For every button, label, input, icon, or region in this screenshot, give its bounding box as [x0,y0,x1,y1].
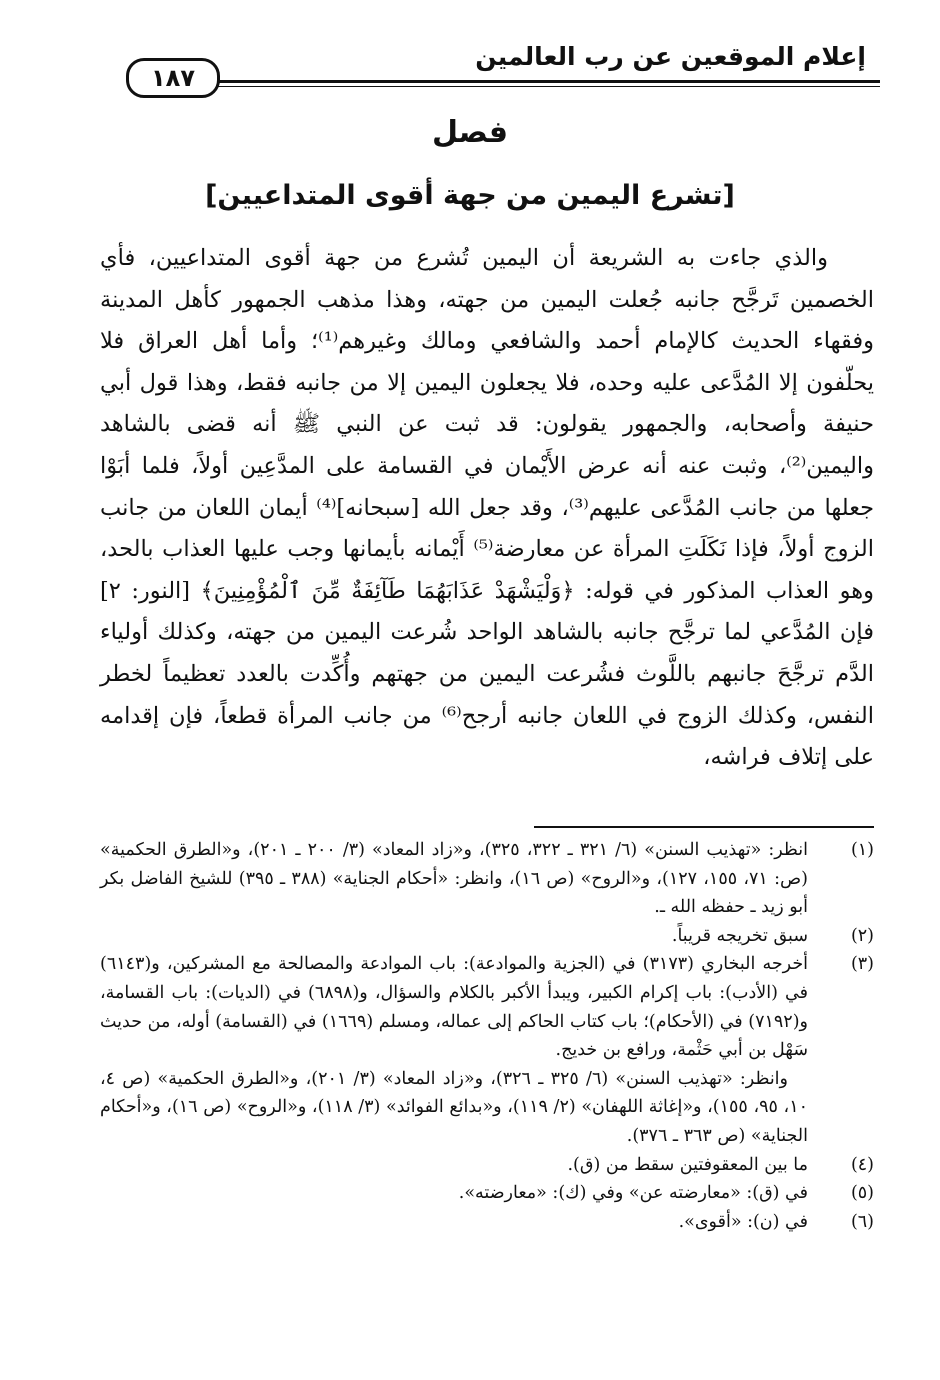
footnote-separator [534,826,874,828]
footnote-continuation: وانظر: «تهذيب السنن» (٦/ ٣٢٥ ـ ٣٢٦)، و«زاد المعاد» (٣/ ٢٠١)، و«الطرق الحكمية» (ص ٤، ١٠، ٩٥، ١٥٥)، و«إغاثة اللهفان» (٢/ ١١٩)، و«بدائع الفوائد» (٣/ ١١٨)، و«الروح» (ص ١٦)، و«أحكام الجناية» (ص ٣٦٣ ـ ٣٧٦). [100,1068,808,1146]
footnote-item [100,836,874,922]
section-title: فصل [432,115,508,150]
footnote-number: (٢) [850,925,874,946]
footnote-text: انظر: «تهذيب السنن» (٦/ ٣٢١ ـ ٣٢٢، ٣٢٥)، و«زاد المعاد» (٣/ ٢٠٠ ـ ٢٠١)، و«الطرق الحكمية» (ص: ٧١، ١٥٥، ١٢٧)، و«الروح» (ص ١٦)، وانظر: «أحكام الجناية» (٣٨٨ ـ ٣٩٥) للشيخ الفاضل بكر أبو زيد ـ حفظه الله ـ. [100,840,809,918]
running-head-title: إعلام الموقعين عن رب العالمين [475,42,866,71]
footnote-item [100,1208,874,1237]
footnote-text: ما بين المعقوفتين سقط من (ق). [567,1154,808,1175]
footnote-number: (٥) [850,1183,874,1204]
header-rule-thin [210,86,880,87]
footnote-item [100,922,874,951]
footnote-number: (٤) [850,1154,874,1175]
main-body-text [100,238,874,779]
footnote-number: (٦) [850,1211,874,1232]
page-number-badge: ١٨٧ [126,58,220,98]
footnote-item [100,950,874,1064]
footnote-text: في (ق): «معارضته عن» وفي (ك): «معارضته». [458,1183,808,1204]
footnote-text: أخرجه البخاري (٣١٧٣) في (الجزية والموادعة): باب الموادعة والمصالحة مع المشركين، و(٦١٤٣) في (الأدب): باب إكرام الكبير، ويبدأ الأكبر بالكلام والسؤال، و(٦٨٩٨) في (الديات): باب القسامة، و(٧١٩٢) في (الأحكام)؛ باب كتاب الحاكم إلى عماله، ومسلم (١٦٦٩) في (القسامة) أوله، من حديث سَهْل بن أبي حَثْمة، ورافع بن خديج. [100,954,808,1061]
footnotes [100,836,874,1236]
header-rule [210,80,880,83]
footnote-item [100,1151,874,1180]
footnote-number: (١) [850,840,874,860]
body-paragraph: والذي جاءت به الشريعة أن اليمين تُشرع من جهة أقوى المتداعيين، فأي الخصمين تَرجَّح جانبه جُعلت اليمين من جهته، وهذا مذهب الجمهور كأهل المدينة وفقهاء الحديث كالإمام أحمد والشافعي ومالك وغيرهم⁽¹⁾؛ وأما أهل العراق فلا يحلّفون إلا المُدَّعى عليه وحده، فلا يجعلون اليمين إلا من جانبه فقط، وهذا قول أبي حنيفة وأصحابه، والجمهور يقولون: قد ثبت عن النبي ﷺ أنه قضى بالشاهد واليمين⁽²⁾، وثبت عنه أنه عرض الأَيْمان في القسامة على المدَّعِين أولاً، فلما أبَوْا جعلها من جانب المُدَّعى عليهم⁽³⁾، وقد جعل الله [سبحانه]⁽⁴⁾ أيمان اللعان من جانب الزوج أولاً، فإذا نَكَلَتِ المرأة عن معارضة⁽⁵⁾ أَيْمانه بأيمانها وجب عليها العذاب بالحد، وهو العذاب المذكور في قوله: ﴿وَلْيَشْهَدْ عَذَابَهُمَا طَآئِفَةٌ مِّنَ ٱلْمُؤْمِنِينَ﴾ [النور: ٢] فإن المُدَّعي لما ترجَّح جانبه بالشاهد الواحد شُرعت اليمين من جهته، وكذلك أولياء الدَّم ترجَّحَ جانبهم باللَّوث فشُرعت اليمين من جهتهم وأُكِّدت بالعدد تعظيماً لخطر النفس، وكذلك الزوج في اللعان جانبه أرجح⁽⁶⁾ من جانب المرأة قطعاً، فإن إقدامه على إتلاف فراشه، [100,245,875,771]
footnote-text: في (ن): «أقوى». [678,1211,808,1232]
footnote-text: سبق تخريجه قريباً. [671,925,808,946]
page-header [120,28,880,98]
footnote-number: (٣) [850,954,874,975]
section-subtitle: [تشرع اليمين من جهة أقوى المتداعيين] [205,180,735,211]
footnote-item [100,1179,874,1208]
